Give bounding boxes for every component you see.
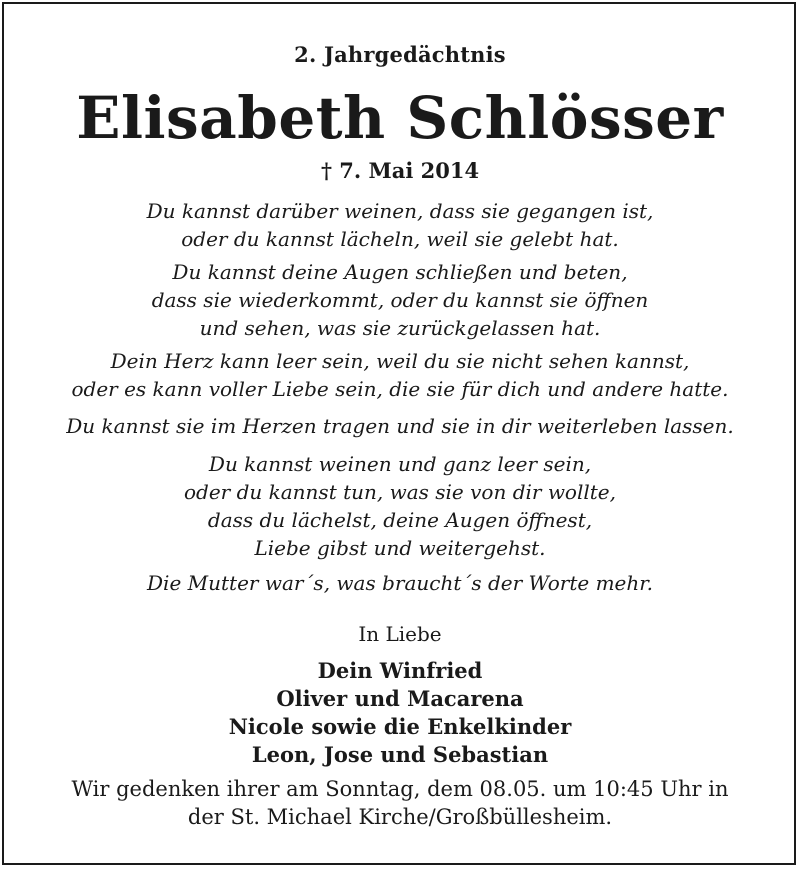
- poem-line: Liebe gibst und weitergehst.: [254, 536, 546, 560]
- family-line: Leon, Jose und Sebastian: [251, 742, 549, 767]
- poem-line: Du kannst deine Augen schließen und beten,: [172, 260, 628, 284]
- poem-line: dass du lächelst, deine Augen öffnest,: [207, 508, 593, 532]
- anniversary-heading: 2. Jahrgedächtnis: [294, 42, 506, 67]
- service-line: Wir gedenken ihrer am Sonntag, dem 08.05. um 10:45 Uhr in: [71, 777, 729, 801]
- family-line: Nicole sowie die Enkelkinder: [228, 714, 572, 739]
- poem-line: dass sie wiederkommt, oder du kannst sie öffnen: [151, 288, 649, 312]
- poem-line: oder es kann voller Liebe sein, die sie für dich und andere hatte.: [71, 377, 729, 401]
- poem-line: Du kannst sie im Herzen tragen und sie in dir weiterleben lassen.: [66, 414, 734, 438]
- family-line: Oliver und Macarena: [276, 686, 524, 711]
- closing-phrase: In Liebe: [358, 622, 442, 646]
- poem-line: oder du kannst lächeln, weil sie gelebt hat.: [181, 227, 619, 251]
- death-date: † 7. Mai 2014: [320, 158, 480, 183]
- poem-line: Dein Herz kann leer sein, weil du sie nicht sehen kannst,: [110, 349, 690, 373]
- poem-line: Die Mutter war´s, was braucht´s der Worte mehr.: [147, 571, 653, 595]
- service-line: der St. Michael Kirche/Großbüllesheim.: [187, 805, 613, 829]
- poem-line: und sehen, was sie zurückgelassen hat.: [199, 316, 601, 340]
- family-line: Dein Winfried: [317, 658, 483, 683]
- poem-line: oder du kannst tun, was sie von dir wollte,: [183, 480, 616, 504]
- deceased-name: Elisabeth Schlösser: [76, 84, 724, 152]
- poem-line: Du kannst darüber weinen, dass sie gegangen ist,: [146, 199, 654, 223]
- poem-line: Du kannst weinen und ganz leer sein,: [208, 452, 592, 476]
